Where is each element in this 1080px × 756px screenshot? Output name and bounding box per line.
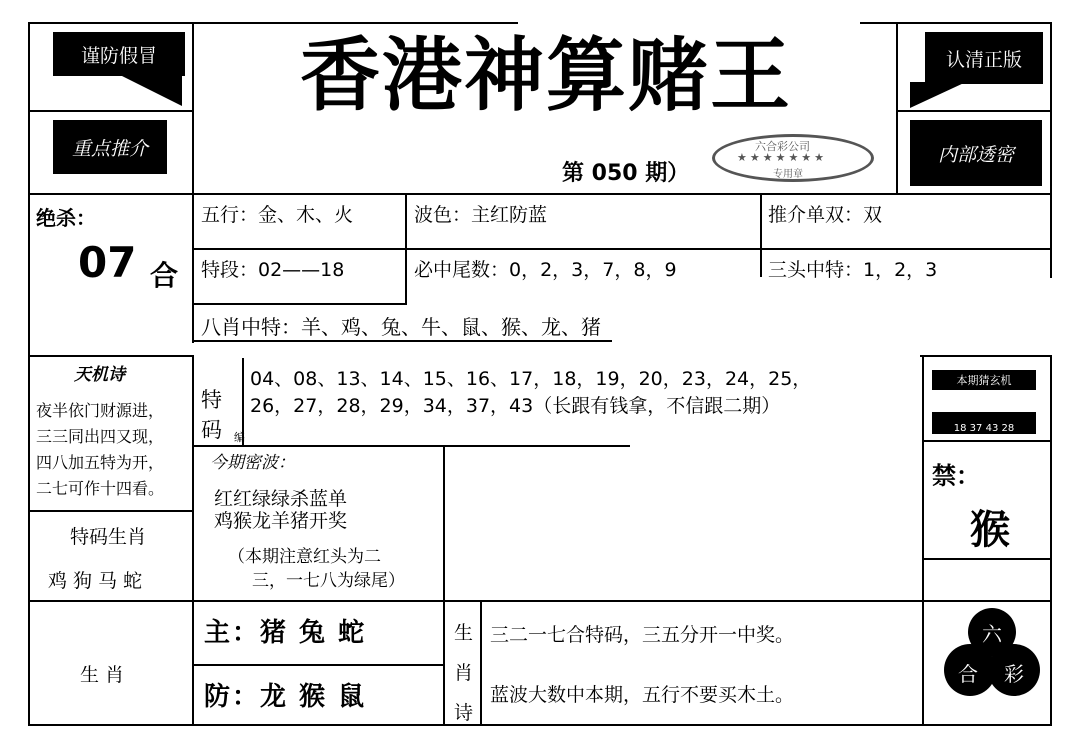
poem-line-1: 三二一七合特码，三五分开一中奖。 xyxy=(490,624,795,646)
weishu-text: 必中尾数：0，2，3，7，8，9 xyxy=(414,259,677,281)
header-left-mid xyxy=(28,110,194,112)
logo-divider xyxy=(922,600,924,726)
santou-text: 三头中特：1，2，3 xyxy=(768,259,938,281)
shengxiao-main: 主：猪 兔 蛇 xyxy=(204,618,367,648)
tema-numbers-line-2: 26，27，28，29，34，37，43（长跟有钱拿，不信跟二期） xyxy=(250,395,781,417)
tianji-line-3: 四八加五特为开， xyxy=(36,453,165,472)
tianji-title: 天机诗 xyxy=(74,365,125,385)
forbid-label: 禁： xyxy=(932,462,980,490)
stamp-text: 六合彩公司 xyxy=(755,140,810,153)
main-guard-divider xyxy=(192,664,444,666)
tianji-line-2: 三三同出四又现， xyxy=(36,427,165,446)
row2-bottom xyxy=(192,303,406,305)
lower-divider xyxy=(28,600,1052,602)
row3-bottom xyxy=(192,340,612,342)
genuine-tail xyxy=(910,82,966,108)
frame-right-mid xyxy=(1050,355,1052,726)
official-stamp xyxy=(712,134,874,182)
frame-top-left xyxy=(28,22,518,24)
inside-secret-label: 内部透密 xyxy=(937,143,1014,166)
section-divider xyxy=(28,355,194,357)
poem-line-2: 蓝波大数中本期，五行不要买木土。 xyxy=(490,684,795,706)
tianji-line-1: 夜半依门财源进， xyxy=(36,401,165,420)
temashengxiao-title: 特码生肖 xyxy=(70,526,147,548)
bose-text: 波色：主红防蓝 xyxy=(414,204,548,226)
header-right-mid xyxy=(896,110,1052,112)
genuine-label: 认清正版 xyxy=(945,48,1022,71)
tema-label-top: 特 xyxy=(201,388,222,412)
mark-six-logo xyxy=(944,608,1040,698)
poem-label-3: 诗 xyxy=(454,702,474,724)
miba-line-1: 红红绿绿杀蓝单 xyxy=(214,488,348,510)
teduan-text: 特段：02——18 xyxy=(201,259,345,281)
row1-bottom xyxy=(192,248,1052,250)
shengxiao-guard: 防：龙 猴 鼠 xyxy=(204,682,367,712)
shengxiao-label: 生 肖 xyxy=(80,664,125,686)
frame-bottom xyxy=(28,724,1052,726)
fake-warning-label: 谨防假冒 xyxy=(80,44,157,67)
page-title: 香港神算赌王 xyxy=(300,29,792,122)
forbid-value: 猴 xyxy=(970,507,1010,553)
fake-warning-tail xyxy=(118,74,182,106)
baxiao-text: 八肖中特：羊、鸡、兔、牛、鼠、猴、龙、猪 xyxy=(201,315,601,339)
kill-unit: 合 xyxy=(150,259,179,292)
temashengxiao-top xyxy=(28,510,194,512)
header-bottom xyxy=(28,193,1052,195)
danshuang-text: 推介单双：双 xyxy=(768,204,883,226)
mystery-label: 本期猜玄机 xyxy=(956,374,1012,387)
wuxing-text: 五行：金、木、火 xyxy=(201,204,354,226)
section-divider-right xyxy=(920,355,1052,357)
inside-secret-badge xyxy=(910,120,1042,186)
forbid-bottom xyxy=(922,558,1052,560)
tianji-line-4: 二七可作十四看。 xyxy=(36,479,165,498)
logo-char-right: 彩 xyxy=(1004,662,1024,686)
tema-label-small: 编 xyxy=(234,431,245,444)
poem-label-1: 生 xyxy=(454,622,474,644)
genuine-badge xyxy=(925,32,1043,84)
mystery-numbers-box xyxy=(932,412,1036,434)
miba-divider xyxy=(443,445,445,726)
mystery-numbers: 18 37 43 28 xyxy=(953,423,1015,434)
frame-right-top xyxy=(1050,22,1052,278)
header-right-divider xyxy=(896,22,898,194)
mystery-box xyxy=(932,370,1036,390)
frame-top-right xyxy=(860,22,1052,24)
fake-warning-badge xyxy=(53,32,185,76)
miba-line-2: 鸡猴龙羊猪开奖 xyxy=(214,510,348,532)
frame-left xyxy=(28,22,30,726)
miba-note-1: （本期注意红头为二 xyxy=(228,547,381,567)
forbid-top xyxy=(922,440,1052,442)
logo-char-top: 六 xyxy=(982,622,1002,646)
key-recommend-badge xyxy=(53,120,167,174)
poem-label-divider xyxy=(480,600,482,726)
tema-numbers-line-1: 04、08、13、14、15、16、17，18，19，20，23，24，25， xyxy=(250,368,812,390)
tema-bottom xyxy=(192,445,630,447)
tema-label-bottom: 码 xyxy=(201,418,222,442)
kill-divider xyxy=(192,193,194,343)
poem-label-2: 肖 xyxy=(454,662,474,684)
issue-number: 第 050 期） xyxy=(562,161,690,186)
kill-label: 绝杀： xyxy=(36,206,96,230)
logo-char-left: 合 xyxy=(958,662,978,686)
temashengxiao-value: 鸡 狗 马 蛇 xyxy=(48,570,143,592)
tianji-divider xyxy=(192,355,194,726)
row1-div-b xyxy=(760,193,762,277)
header-left-divider xyxy=(192,22,194,194)
stamp-stars: ★★★★★★★ xyxy=(737,151,828,164)
stamp-inner-text: 专用章 xyxy=(773,169,803,180)
key-recommend-label: 重点推介 xyxy=(71,137,148,160)
miba-note-2: 三，一七八为绿尾） xyxy=(252,571,405,591)
right-panel-divider xyxy=(922,355,924,600)
kill-number: 07 xyxy=(78,238,137,287)
miba-title: 今期密波： xyxy=(210,453,295,473)
